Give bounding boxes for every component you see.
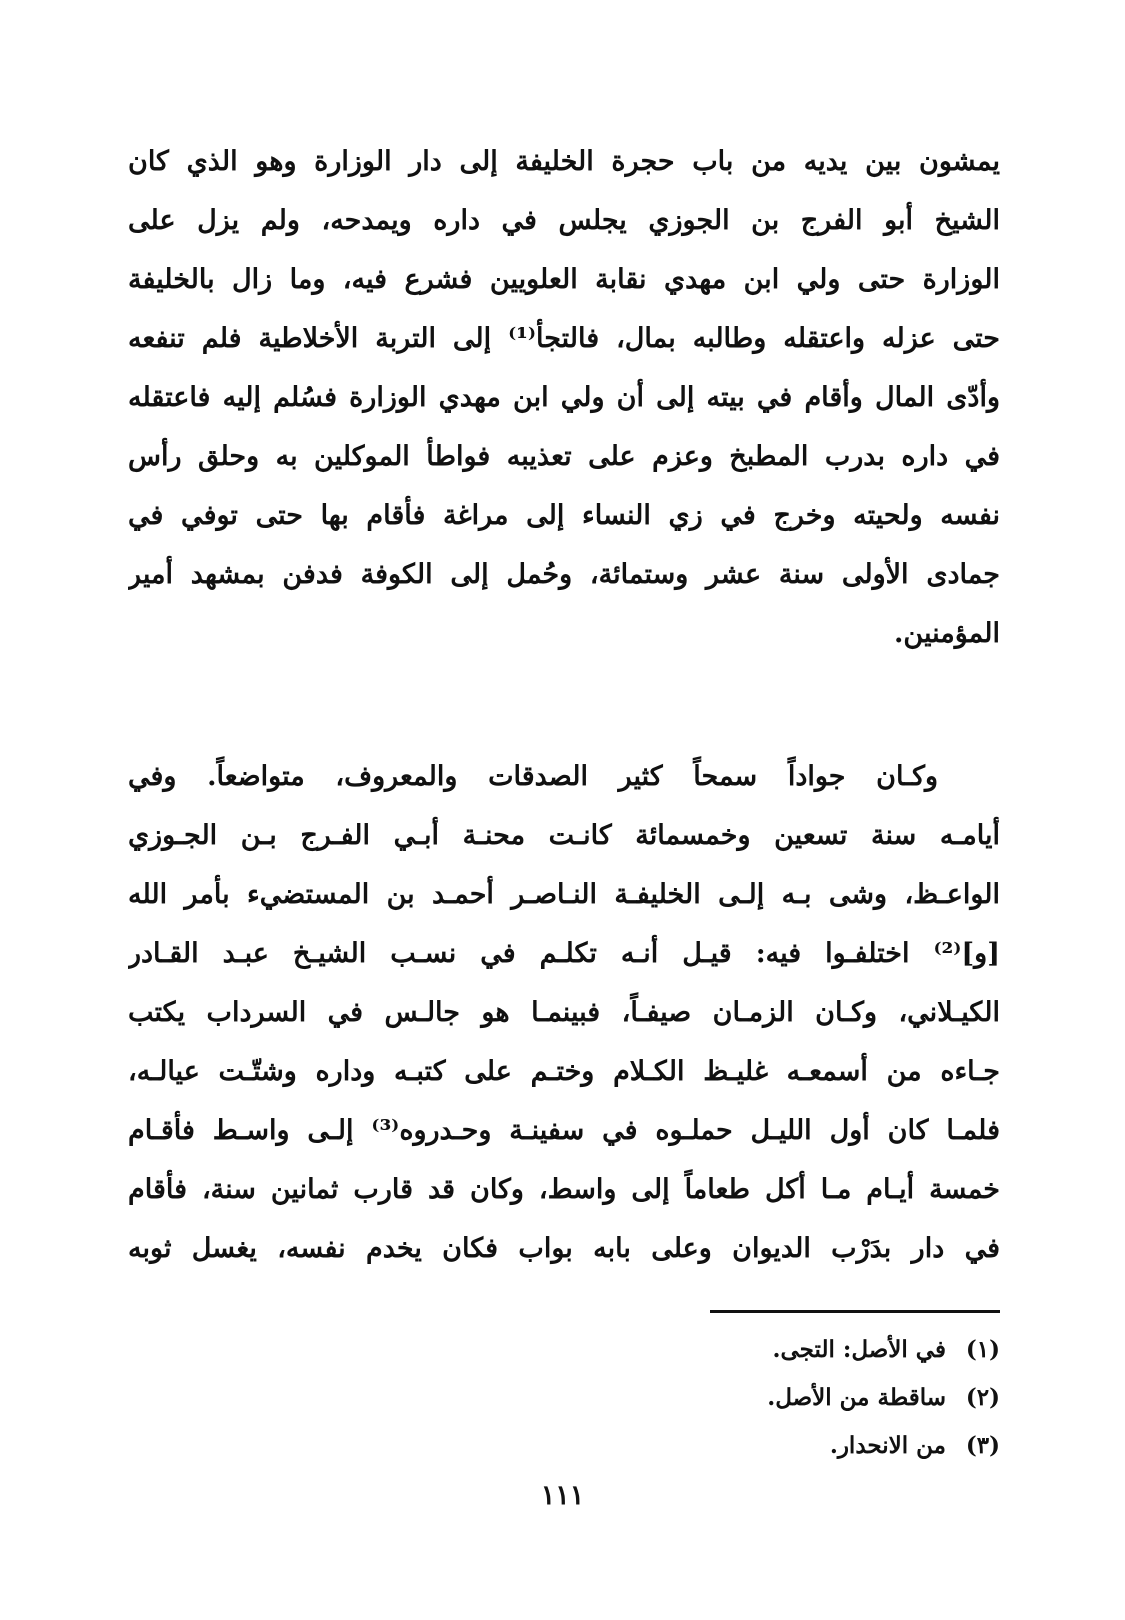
text-line: وكـان جواداً سمحاً كثير الصدقات والمعروف، متواضعاً. وفي <box>128 761 938 792</box>
paragraph-1 <box>128 132 1000 663</box>
paragraph-2 <box>128 747 1000 1278</box>
footnote-number: (٣) <box>965 1432 1000 1459</box>
text-line: أيامـه سنة تسعين وخمسمائة كانـت محنـة أبـي الفـرج بـن الجـوزي <box>128 820 1000 851</box>
text-line: فلمـا كان أول الليـل حملـوه في سفينـة وحـدروه⁽³⁾ إلـى واسـط فأقـام <box>128 1115 1000 1146</box>
text-line: [و]⁽²⁾ اختلفـوا فيه: قيـل أنـه تكلـم في نسـب الشيـخ عبـد القـادر <box>128 938 1000 969</box>
text-line: في دار بدَرْب الديوان وعلى بابه بواب فكان يخدم نفسه، يغسل ثوبه <box>128 1233 1000 1264</box>
text-line: الكيـلاني، وكـان الزمـان صيفـاً، فبينمـا هو جالـس في السرداب يكتب <box>128 997 1000 1028</box>
text-line: خمسة أيـام مـا أكل طعاماً إلى واسط، وكان قد قارب ثمانين سنة، فأقام <box>128 1174 1000 1205</box>
text-line: حتى عزله واعتقله وطالبه بمال، فالتجأ⁽¹⁾ إلى التربة الأخلاطية فلم تنفعه <box>128 323 1000 354</box>
footnote-text: في الأصل: التجى. <box>772 1336 946 1363</box>
text-line: نفسه ولحيته وخرج في زي النساء إلى مراغة فأقام بها حتى توفي في <box>128 500 1000 531</box>
footnote-number: (١) <box>965 1336 1000 1363</box>
footnote-text: من الانحدار. <box>829 1432 946 1459</box>
text-line: يمشون بين يديه من باب حجرة الخليفة إلى دار الوزارة وهو الذي كان <box>128 146 1000 177</box>
text-line: الشيخ أبو الفرج بن الجوزي يجلس في داره ويمدحه، ولم يزل على <box>128 205 1000 236</box>
footnotes <box>600 1326 1000 1470</box>
text-line: وأدّى المال وأقام في بيته إلى أن ولي ابن مهدي الوزارة فسُلم إليه فاعتقله <box>128 382 1000 413</box>
page-number: ١١١ <box>540 1480 585 1511</box>
text-line: الواعـظ، وشى بـه إلـى الخليفـة النـاصـر أحمـد بن المستضيء بأمر الله <box>128 879 1000 910</box>
footnote-2 <box>600 1374 1000 1422</box>
footnote-number: (٢) <box>965 1384 1000 1411</box>
text-line: جـاءه من أسمعـه غليـظ الكـلام وختـم على كتبـه وداره وشتّـت عيالـه، <box>128 1056 1000 1087</box>
footnote-3 <box>600 1422 1000 1470</box>
text-line: جمادى الأولى سنة عشر وستمائة، وحُمل إلى الكوفة فدفن بمشهد أمير <box>128 559 1000 590</box>
footnote-text: ساقطة من الأصل. <box>767 1384 946 1411</box>
footnote-1 <box>600 1326 1000 1374</box>
text-line: الوزارة حتى ولي ابن مهدي نقابة العلويين فشرع فيه، وما زال بالخليفة <box>128 264 1000 295</box>
footnote-separator <box>710 1310 1000 1313</box>
text-line: في داره بدرب المطبخ وعزم على تعذيبه فواطأ الموكلين به وحلق رأس <box>128 441 1000 472</box>
text-line: المؤمنين. <box>894 618 1000 649</box>
